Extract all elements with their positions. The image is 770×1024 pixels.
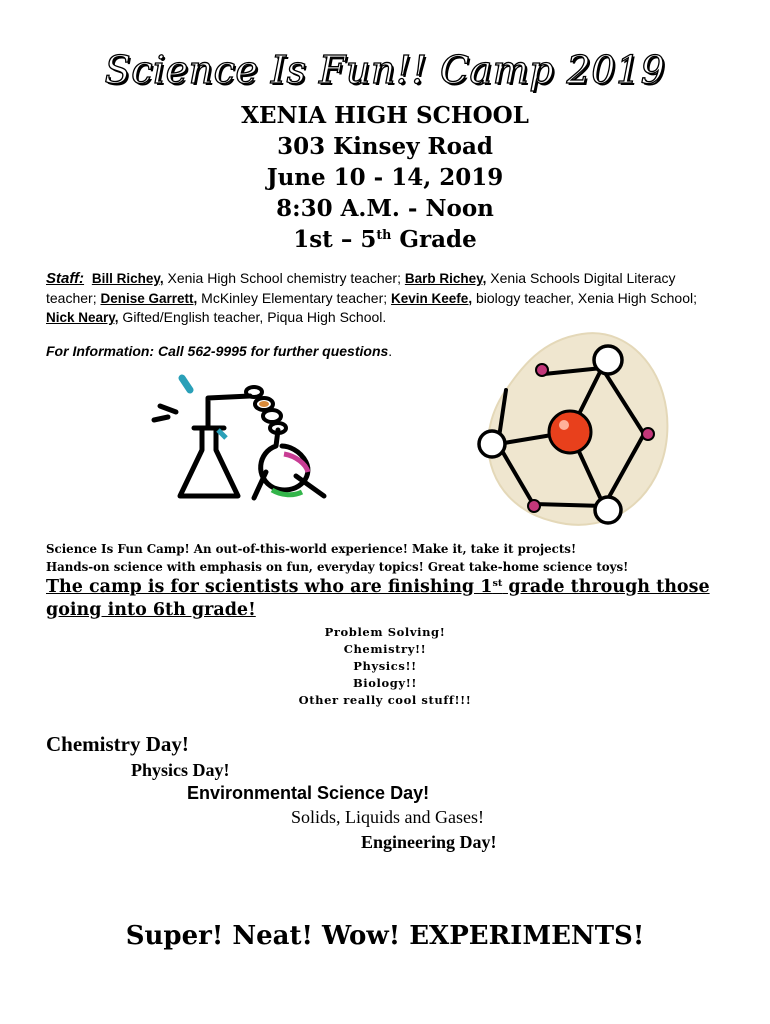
pink-atom [528, 500, 540, 512]
day-item-environmental: Environmental Science Day! [187, 783, 430, 803]
closing-line: Super! Neat! Wow! EXPERIMENTS! [125, 921, 645, 951]
white-atom [594, 346, 622, 374]
day-item-chemistry: Chemistry Day! [46, 732, 189, 756]
flask-left [180, 428, 238, 496]
staff-name: Nick Neary, [46, 310, 119, 325]
subject-item: Other really cool stuff!!! [298, 693, 472, 707]
staff-label: Staff: [46, 270, 85, 287]
staff-name: Barb Richey, [404, 271, 487, 286]
molecule-clipart [462, 326, 672, 536]
contact-info: For Information: Call 562-9995 for further questions. [46, 343, 393, 359]
white-atom [595, 497, 621, 523]
staff-role: biology teacher, Xenia High School; [472, 289, 698, 306]
staff-name: Bill Richey, [91, 271, 164, 286]
staff-name: Kevin Keefe, [391, 290, 473, 306]
staff-role: Xenia High School chemistry teacher; [163, 270, 405, 286]
subject-item: Chemistry!! [343, 642, 427, 656]
school-name: XENIA HIGH SCHOOL [241, 102, 529, 129]
subject-item: Biology!! [352, 676, 418, 690]
camp-times: 8:30 A.M. - Noon [276, 195, 494, 222]
promo-line: Hands-on science with emphasis on fun, everyday topics! Great take-home science toys! [46, 560, 629, 574]
center-atom [549, 411, 591, 453]
pink-atom [536, 364, 548, 376]
subject-item: Physics!! [353, 659, 417, 673]
pink-atom [642, 428, 654, 440]
subject-list [0, 624, 770, 709]
flyer-title: Science Is Fun!! Camp 2019 [104, 48, 666, 92]
promo-line: Science Is Fun Camp! An out-of-this-world experience! Make it, take it projects! [46, 542, 577, 556]
lab-flask-clipart [146, 368, 336, 518]
white-atom [479, 431, 505, 457]
day-item-solids: Solids, Liquids and Gases! [291, 807, 484, 827]
audience-statement: The camp is for scientists who are finishing 1st grade through those going into 6th grade! [46, 577, 710, 620]
staff-role: Xenia Schools Digital Literacy teacher; [46, 270, 676, 306]
staff-role: Gifted/English teacher, Piqua High School. [118, 309, 387, 325]
day-item-physics: Physics Day! [131, 760, 230, 780]
grade-range: 1st – 5th Grade [293, 226, 477, 253]
subject-item: Problem Solving! [324, 625, 446, 639]
school-address: 303 Kinsey Road [277, 133, 493, 160]
staff-paragraph [46, 269, 726, 328]
staff-role: McKinley Elementary teacher; [197, 289, 392, 306]
day-item-engineering: Engineering Day! [361, 832, 497, 852]
camp-dates: June 10 - 14, 2019 [266, 164, 504, 191]
staff-name: Denise Garrett, [100, 290, 198, 306]
